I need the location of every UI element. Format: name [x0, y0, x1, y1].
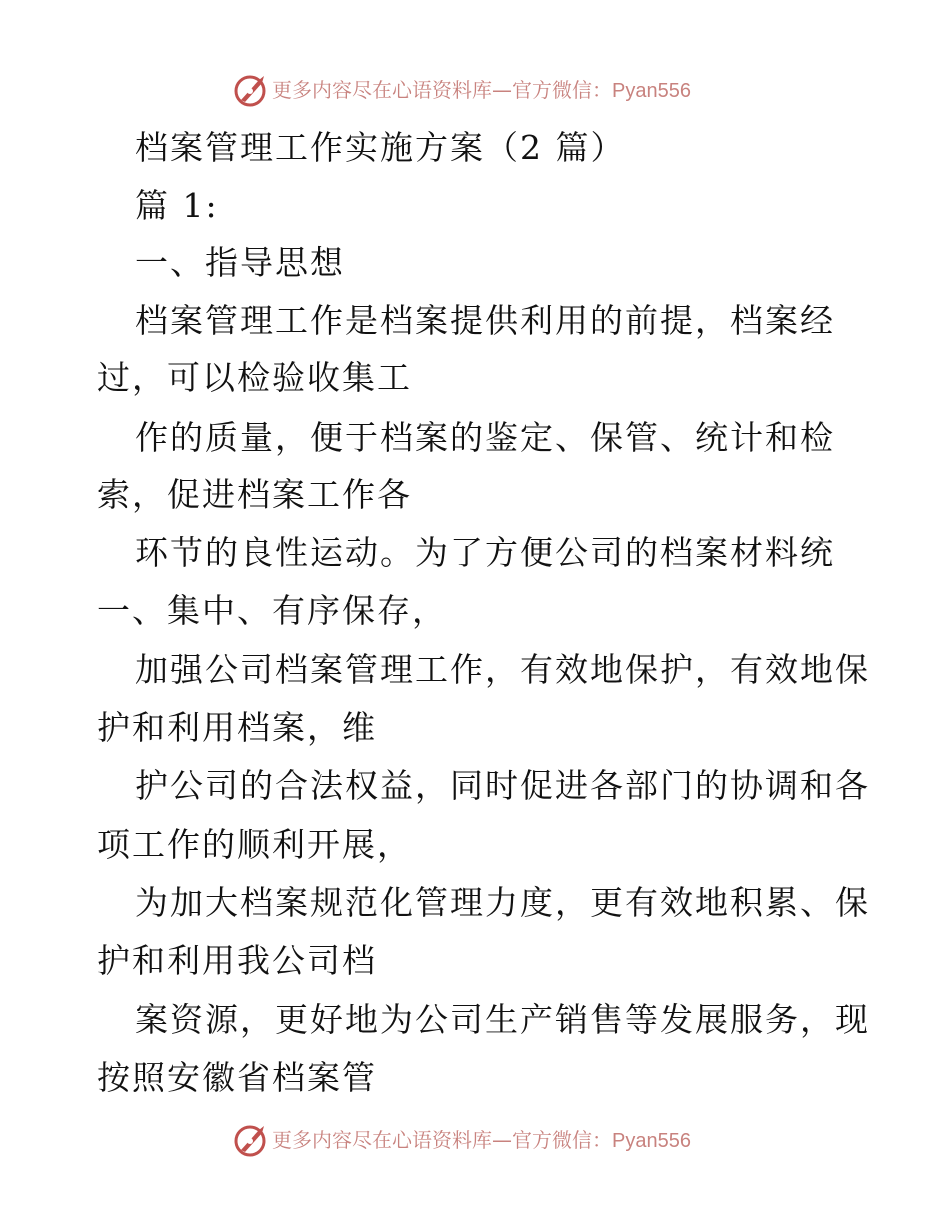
paragraph-line: 作的质量，便于档案的鉴定、保管、统计和检	[135, 418, 835, 457]
section-label: 篇 1:	[135, 186, 219, 225]
banner-slogan: 更多内容尽在心语资料库—官方微信：	[272, 78, 612, 102]
document-title: 档案管理工作实施方案（2 篇）	[135, 128, 626, 167]
paragraph-line: 过，可以检验收集工	[97, 358, 412, 397]
paragraph-line: 护公司的合法权益，同时促进各部门的协调和各	[135, 766, 870, 805]
wechat-handle: Pyan556	[612, 1130, 691, 1152]
paragraph-line: 索，促进档案工作各	[97, 475, 412, 514]
pen-seal-icon	[233, 1122, 269, 1158]
banner-slogan: 更多内容尽在心语资料库—官方微信：	[272, 1128, 612, 1152]
footer-banner	[0, 1120, 950, 1160]
banner-text	[272, 78, 691, 103]
paragraph-line: 为加大档案规范化管理力度，更有效地积累、保	[135, 883, 870, 922]
paragraph-line: 环节的良性运动。为了方便公司的档案材料统	[135, 533, 835, 572]
paragraph-line: 一、集中、有序保存，	[97, 591, 447, 630]
header-banner	[0, 70, 950, 110]
paragraph-line: 护和利用档案，维	[97, 708, 377, 747]
banner-text	[272, 1128, 691, 1153]
paragraph-line: 案资源，更好地为公司生产销售等发展服务，现	[135, 1000, 870, 1039]
section-heading: 一、指导思想	[135, 243, 345, 282]
wechat-handle: Pyan556	[612, 80, 691, 102]
paragraph-line: 按照安徽省档案管	[97, 1058, 377, 1097]
paragraph-line: 护和利用我公司档	[97, 941, 377, 980]
paragraph-line: 档案管理工作是档案提供利用的前提，档案经	[135, 301, 835, 340]
paragraph-line: 加强公司档案管理工作，有效地保护，有效地保	[135, 650, 870, 689]
paragraph-line: 项工作的顺利开展，	[97, 825, 412, 864]
pen-seal-icon	[233, 72, 269, 108]
